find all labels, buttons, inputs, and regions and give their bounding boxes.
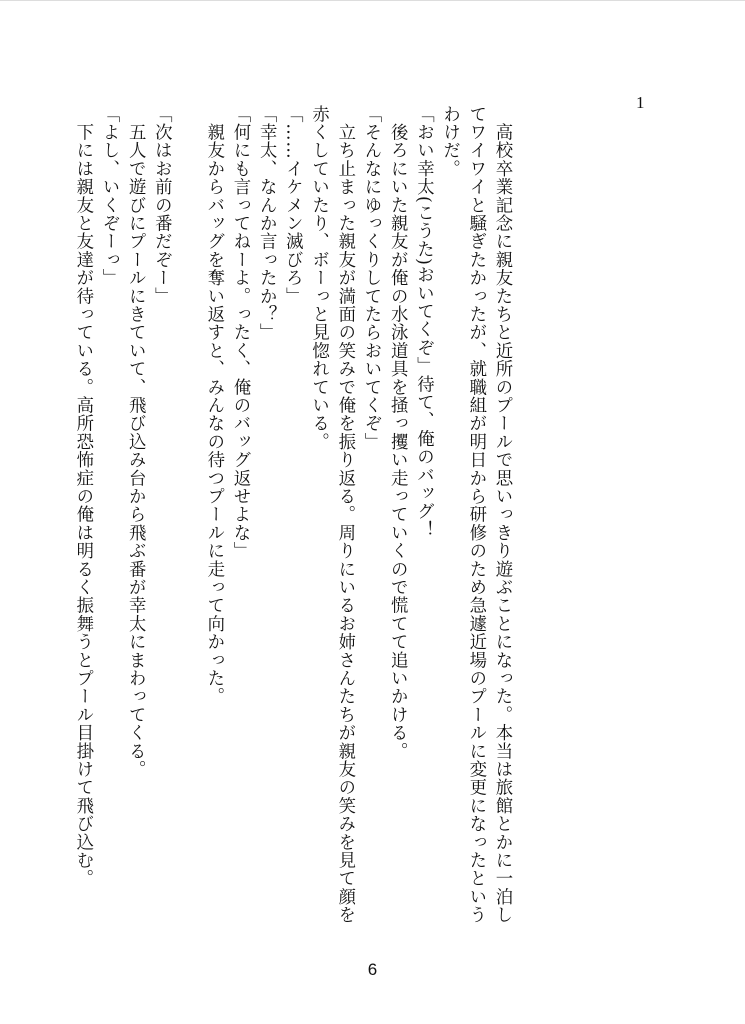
paragraph-2: 「おい幸太(こうた)おいてくぞ」待て、俺のバッグ！ xyxy=(413,105,434,539)
paragraph-9: 親友からバッグを奪い返すと、みんなの待つプールに走って向かった。 xyxy=(203,105,224,706)
vertical-body-text xyxy=(70,105,515,935)
paragraph-7: 「幸太、なんか言ったか？」 xyxy=(256,105,277,342)
paragraph-4: 「そんなにゆっくりしてたらおいてくぞ」 xyxy=(360,105,381,451)
paragraph-3: 後ろにいた親友が俺の水泳道具を掻っ攫い走っていくので慌てて追いかける。 xyxy=(387,105,408,761)
paragraph-8: 「何にも言ってねーよ。ったく、俺のバッグ返せよな」 xyxy=(229,105,250,560)
page-number: 6 xyxy=(367,960,378,979)
chapter-number: 1 xyxy=(636,93,645,112)
paragraph-13: 下には親友と友達が待っている。高所恐怖症の俺は明るく振舞うとプール目掛けて飛び込む。 xyxy=(72,105,93,888)
paragraph-6: 「……イケメン滅びろ」 xyxy=(282,105,303,306)
scene-break xyxy=(174,105,200,935)
paragraph-5: 立ち止まった親友が満面の笑みで俺を振り返る。周りにいるお姉さんたちが親友の笑みを見て顔を赤くしていたり、ボーっと見惚れている。 xyxy=(308,105,355,924)
paragraph-11: 五人で遊びにプールにきていて、飛び込み台から飛ぶ番が幸太にまわってくる。 xyxy=(125,105,146,779)
paragraph-12: 「よし、いくぞーっ」 xyxy=(98,105,119,287)
paragraph-10: 「次はお前の番だぞー」 xyxy=(151,105,172,306)
paragraph-1: 高校卒業記念に親友たちと近所のプールで思いっきり遊ぶことになった。本当は旅館とかに一泊してワイワイと騒ぎたかったが、就職組が明日から研修のため急遽近場のプールに変更になったというわけだ。 xyxy=(439,105,512,924)
